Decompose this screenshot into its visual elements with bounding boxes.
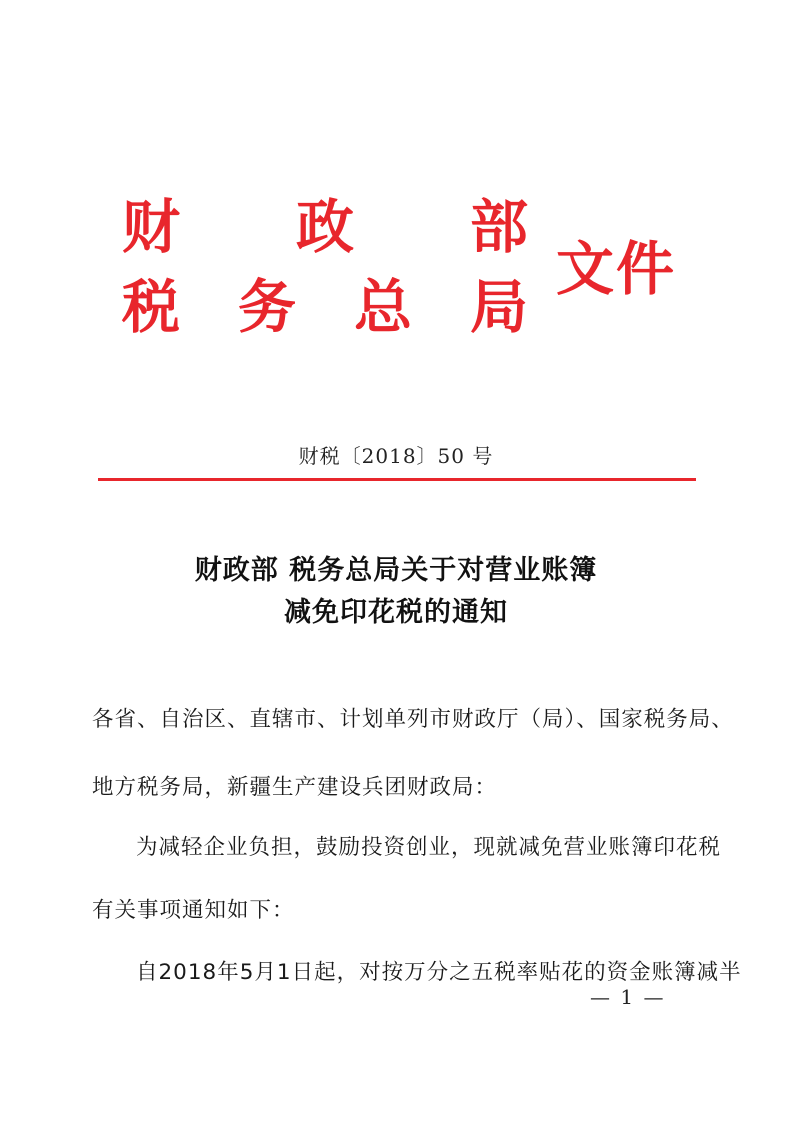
org2-char-3: 总 <box>354 273 413 341</box>
paragraph-1-line-2: 有关事项通知如下： <box>92 898 295 923</box>
org2-char-4: 局 <box>470 273 529 341</box>
org2-char-2: 务 <box>238 273 297 341</box>
page-number: — 1 — <box>590 985 666 1009</box>
document-suffix: 文件 <box>556 235 677 303</box>
addressee-line-1: 各省、自治区、直辖市、计划单列市财政厅（局）、国家税务局、 <box>92 707 734 732</box>
title-line-2: 减免印花税的通知 <box>284 597 508 628</box>
org2-char-1: 税 <box>122 273 181 341</box>
org1-char-3: 部 <box>470 193 529 261</box>
org1-char-2: 政 <box>296 193 355 261</box>
paragraph-2-line-1: 自2018年5月1日起，对按万分之五税率贴花的资金账簿减半 <box>136 960 742 985</box>
addressee-line-2: 地方税务局，新疆生产建设兵团财政局： <box>92 775 498 800</box>
paragraph-1-line-1: 为减轻企业负担，鼓励投资创业，现就减免营业账簿印花税 <box>136 835 722 860</box>
red-divider <box>98 478 696 481</box>
title-line-1: 财政部 税务总局关于对营业账簿 <box>194 555 598 586</box>
document-number: 财税〔2018〕50 号 <box>298 444 494 468</box>
org1-char-1: 财 <box>122 193 181 261</box>
